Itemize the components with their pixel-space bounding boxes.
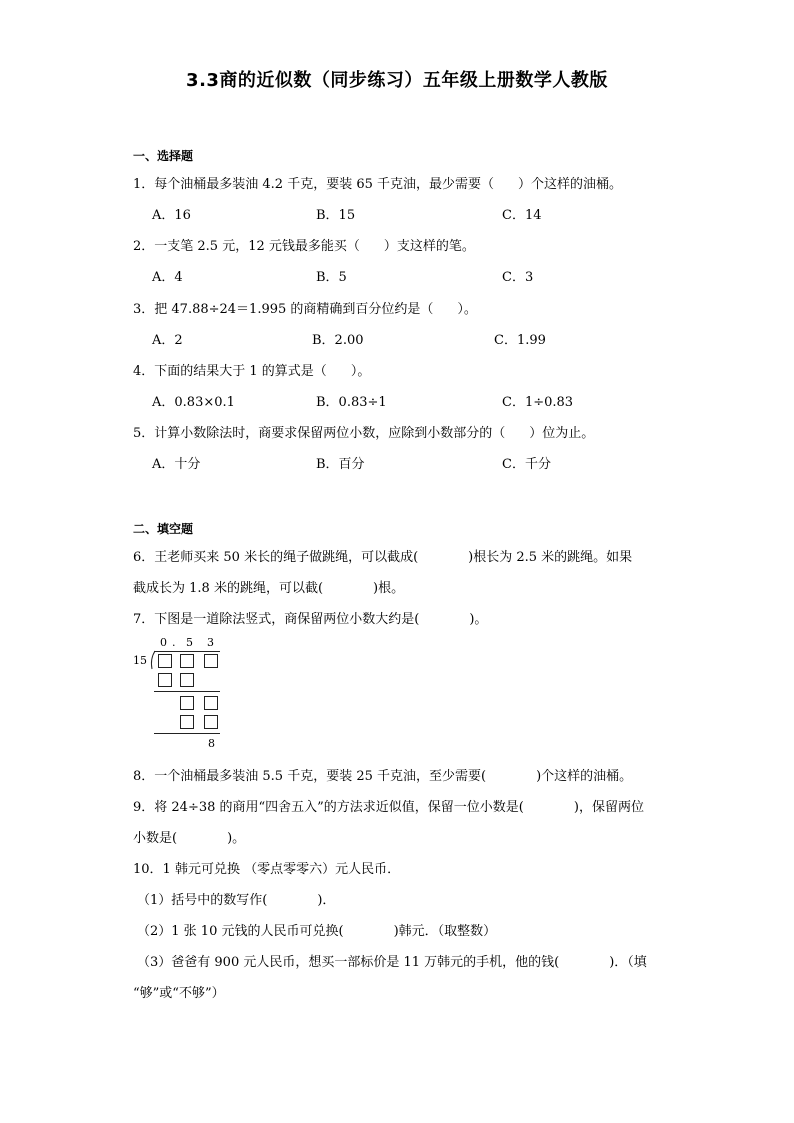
section-heading-fill: 二、填空题 xyxy=(133,522,194,536)
question-4 xyxy=(133,360,370,379)
question-5-text-end: ）位为止。 xyxy=(529,426,595,441)
q2-option-c[interactable]: C．3 xyxy=(502,270,534,285)
q1-option-c[interactable]: C．14 xyxy=(502,208,542,223)
question-7 xyxy=(133,608,487,627)
division-bracket xyxy=(148,650,158,670)
question-8 xyxy=(133,765,632,784)
q3-option-b[interactable]: B．2.00 xyxy=(312,333,364,348)
question-3 xyxy=(133,298,477,317)
subtraction-line xyxy=(154,691,220,692)
question-5-text: 5．计算小数除法时，商要求保留两位小数，应除到小数部分的（ xyxy=(133,426,506,441)
digit-box[interactable] xyxy=(204,696,218,710)
digit-box[interactable] xyxy=(158,673,172,687)
question-6-text-end: )根长为 2.5 米的跳绳。如果 xyxy=(468,550,633,565)
question-9-text-2-end: )。 xyxy=(227,831,246,846)
digit-box[interactable] xyxy=(180,715,194,729)
q5-option-c[interactable]: C．千分 xyxy=(502,457,551,472)
digit-box[interactable] xyxy=(204,715,218,729)
q4-option-b[interactable]: B．0.83÷1 xyxy=(316,395,387,410)
question-10-part-3-text: （3）爸爸有 900 元人民币，想买一部标价是 11 万韩元的手机，他的钱( xyxy=(137,955,560,970)
question-2-text-end: ）支这样的笔。 xyxy=(383,239,475,254)
q2-option-b[interactable]: B．5 xyxy=(316,270,347,285)
question-4-text-end: ）。 xyxy=(350,364,371,379)
question-3-text-end: ）。 xyxy=(457,302,477,317)
quotient-decimal-point: . xyxy=(172,636,176,649)
quotient-digit: 3 xyxy=(207,636,214,649)
q3-option-c[interactable]: C．1.99 xyxy=(494,333,546,348)
page-title: 3.3商的近似数（同步练习）五年级上册数学人教版 xyxy=(186,70,608,91)
question-1 xyxy=(133,173,622,192)
question-10-part-1 xyxy=(137,889,335,908)
question-10-part-2-text-end: )韩元．（取整数） xyxy=(393,924,497,939)
question-10-part-3-continued: “够”或“不够”） xyxy=(133,986,225,1001)
question-10: 10．1 韩元可兑换 （零点零零六）元人民币． xyxy=(133,862,401,877)
question-4-text: 4．下面的结果大于 1 的算式是（ xyxy=(133,364,327,379)
question-2-text: 2．一支笔 2.5 元，12 元钱最多能买（ xyxy=(133,239,360,254)
question-6-text: 6．王老师买来 50 米长的绳子做跳绳，可以截成( xyxy=(133,550,419,565)
question-3-text: 3．把 47.88÷24＝1.995 的商精确到百分位约是（ xyxy=(133,302,434,317)
q5-option-b[interactable]: B．百分 xyxy=(316,457,365,472)
question-9-line-2 xyxy=(133,827,245,846)
remainder: 8 xyxy=(208,737,215,750)
question-10-part-3 xyxy=(137,951,647,970)
divisor: 15 xyxy=(133,654,147,667)
question-6-line-1 xyxy=(133,546,632,565)
question-10-part-2 xyxy=(137,920,496,939)
question-7-text-end: )。 xyxy=(469,612,488,627)
question-10-part-3-text-end: )．（填 xyxy=(609,955,647,970)
question-10-part-1-text-end: )． xyxy=(317,893,336,908)
question-8-text: 8．一个油桶最多装油 5.5 千克，要装 25 千克油，至少需要( xyxy=(133,769,487,784)
q1-option-b[interactable]: B．15 xyxy=(316,208,356,223)
question-1-text: 1．每个油桶最多装油 4.2 千克，要装 65 千克油，最少需要（ xyxy=(133,177,495,192)
question-5 xyxy=(133,422,594,441)
question-10-part-1-text: （1）括号中的数写作( xyxy=(137,893,268,908)
question-9-text-2: 小数是( xyxy=(133,831,178,846)
quotient-digit: 5 xyxy=(186,636,193,649)
question-9-text-end: )，保留两位 xyxy=(573,800,644,815)
subtraction-line xyxy=(154,733,220,734)
q2-option-a[interactable]: A．4 xyxy=(152,270,183,285)
digit-box[interactable] xyxy=(180,654,194,668)
q4-option-a[interactable]: A．0.83×0.1 xyxy=(152,395,235,410)
q3-option-a[interactable]: A．2 xyxy=(152,333,183,348)
question-2 xyxy=(133,235,475,254)
q5-option-a[interactable]: A．十分 xyxy=(152,457,201,472)
question-7-text: 7．下图是一道除法竖式，商保留两位小数大约是( xyxy=(133,612,420,627)
digit-box[interactable] xyxy=(180,673,194,687)
quotient-digit: 0 xyxy=(160,636,167,649)
question-1-text-end: ）个这样的油桶。 xyxy=(518,177,623,192)
question-8-text-end: )个这样的油桶。 xyxy=(536,769,633,784)
question-6-text-2: 截成长为 1.8 米的跳绳，可以截( xyxy=(133,581,324,596)
question-10-part-2-text: （2）1 张 10 元钱的人民币可兑换( xyxy=(137,924,344,939)
digit-box[interactable] xyxy=(204,654,218,668)
q1-option-a[interactable]: A．16 xyxy=(152,208,191,223)
division-bar xyxy=(154,651,220,652)
question-9-line-1 xyxy=(133,796,644,815)
digit-box[interactable] xyxy=(158,654,172,668)
section-heading-choice: 一、选择题 xyxy=(133,149,194,163)
q4-option-c[interactable]: C．1÷0.83 xyxy=(502,395,574,410)
digit-box[interactable] xyxy=(180,696,194,710)
question-6-text-2-end: )根。 xyxy=(373,581,405,596)
question-9-text: 9．将 24÷38 的商用“四舍五入”的方法求近似值，保留一位小数是( xyxy=(133,800,524,815)
question-6-line-2 xyxy=(133,577,404,596)
